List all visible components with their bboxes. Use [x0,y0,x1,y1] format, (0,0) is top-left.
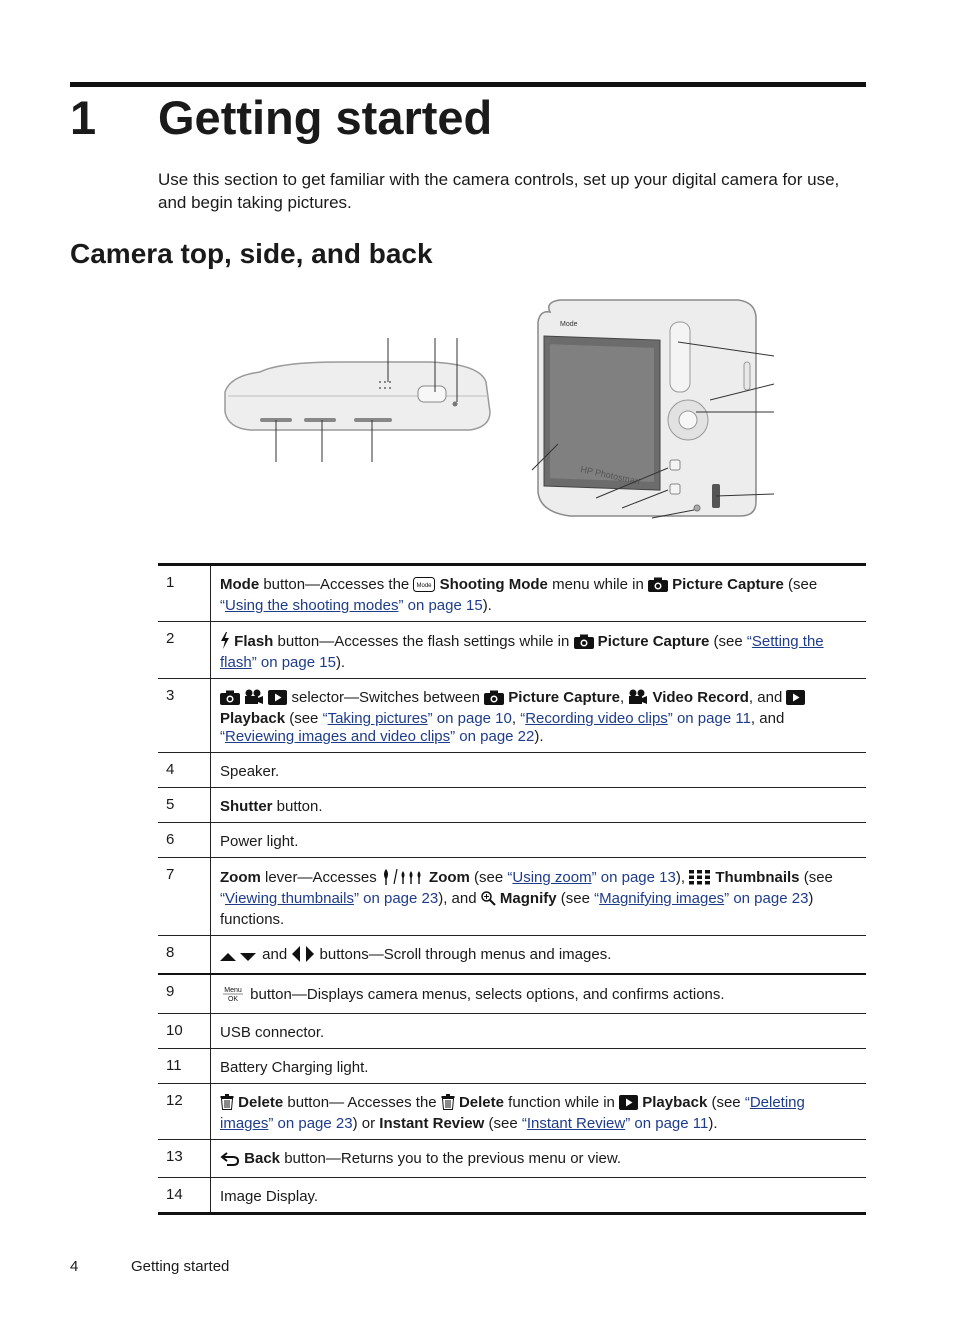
row-number: 12 [158,1084,211,1140]
text-run: button. [272,798,323,815]
link-wrapper[interactable] [225,597,398,614]
text-run: (see [799,869,833,886]
link-text[interactable]: “ [744,1094,750,1111]
link-text[interactable]: ” on page 23 [724,890,809,907]
svg-text:OK: OK [227,996,239,1002]
cross-reference-link[interactable]: Setting the flash [220,633,824,671]
row-number: 7 [158,858,211,936]
camera-icon [484,690,504,710]
text-run: , [511,710,521,727]
footer-page-number: 4 [70,1258,79,1275]
row-number: 9 [158,974,211,1014]
table-row [158,1049,866,1084]
text-run: (see [285,710,323,727]
text-run: , [619,689,629,706]
link-text[interactable]: “ [594,890,600,907]
menu-ok-icon [220,985,246,1007]
link-text[interactable]: ” on page 22 [450,728,535,745]
bold-term: Picture Capture [667,576,784,593]
svg-text:Menu: Menu [224,987,242,994]
playback-icon [268,690,287,710]
bold-term: Mode [220,576,260,593]
link-text[interactable]: “ [520,710,526,727]
bold-term: Delete [454,1094,504,1111]
row-description [211,858,867,936]
table-row [158,936,866,975]
link-text[interactable]: ” on page 11 [625,1115,709,1132]
table-row [158,858,866,936]
text-run: , and [750,710,785,727]
row-description [211,1140,867,1178]
footer-chapter-name: Getting started [131,1258,230,1275]
link-text[interactable]: “ [746,633,752,650]
text-run: ). [335,654,346,671]
text-run: ). [708,1115,718,1132]
text-run: and [258,946,292,963]
cross-reference-link[interactable]: Deleting images [220,1094,805,1132]
playback-icon [786,690,805,710]
text-run: Image Display. [220,1188,319,1205]
bold-term: Zoom [220,869,261,886]
row-description [211,936,867,975]
text-run: (see [469,869,508,886]
link-text[interactable]: “ [220,597,225,614]
table-row [158,679,866,753]
row-number: 14 [158,1178,211,1214]
bold-term: Thumbnails [711,869,800,886]
text-run: buttons—Scroll through menus and images. [315,946,612,963]
link-text[interactable]: “ [507,869,513,886]
row-number: 11 [158,1049,211,1084]
playback-icon [619,1095,638,1115]
row-number: 4 [158,753,211,788]
link-text[interactable]: “ [220,890,225,907]
camera-back-view [532,300,774,518]
text-run: button—Displays camera menus, selects options, and confirms actions. [246,986,725,1003]
text-run: function while in [504,1094,620,1111]
text-run: menu while in [547,576,648,593]
mode-label: Mode [560,321,578,328]
link-text[interactable]: “ [521,1115,527,1132]
bold-term: Video Record [648,689,749,706]
row-description [211,1084,867,1140]
row-description [211,1049,867,1084]
link-wrapper[interactable] [599,890,724,907]
table-row [158,1014,866,1049]
bold-term: Playback [220,710,286,727]
text-run: ). [482,597,492,614]
section-heading: Camera top, side, and back [70,238,433,269]
link-wrapper[interactable] [527,1115,625,1132]
link-wrapper[interactable] [512,869,591,886]
row-number: 2 [158,622,211,679]
row-number: 10 [158,1014,211,1049]
bold-term: Back [240,1150,281,1167]
left-right-arrows-icon [291,946,315,967]
up-down-arrows-icon [220,949,258,967]
table-row [158,788,866,823]
row-number: 3 [158,679,211,753]
link-text[interactable]: ” on page 13 [591,869,676,886]
link-text[interactable]: ” on page 15 [398,597,483,614]
thumbnails-icon [689,870,711,890]
flash-icon [220,632,230,654]
text-run: Battery Charging light. [220,1059,369,1076]
bold-term: Flash [230,633,274,650]
cross-reference-link[interactable]: Using zoom [512,869,592,886]
camera-icon [648,577,668,597]
text-run: button—Accesses the [259,576,414,593]
row-number: 6 [158,823,211,858]
bold-term: Magnify [495,890,557,907]
link-text[interactable]: ” on page 23 [353,890,439,907]
text-run: button— Accesses the [283,1094,441,1111]
text-run: ), and [438,890,481,907]
delete-icon [441,1094,455,1115]
cross-reference-link[interactable]: Recording video clips [525,710,668,727]
link-wrapper[interactable] [525,710,668,727]
table-row [158,565,866,622]
table-row [158,1084,866,1140]
row-number: 5 [158,788,211,823]
table-row [158,1178,866,1214]
bold-term: Picture Capture [504,689,620,706]
row-description [211,1014,867,1049]
text-run: (see [783,576,818,593]
link-text[interactable]: “ [220,728,225,745]
bold-term: Picture Capture [593,633,710,650]
text-run: selector—Switches between [287,689,485,706]
camera-icon [220,690,240,710]
chapter-title: Getting started [158,91,493,144]
table-row [158,1140,866,1178]
text-run: button—Accesses the flash settings while in [273,633,574,650]
text-run: (see [709,633,747,650]
text-run: , and [748,689,787,706]
row-number: 8 [158,936,211,975]
mode-icon [413,577,435,597]
text-run: lever—Accesses [260,869,381,886]
bold-term: Delete [234,1094,284,1111]
link-wrapper[interactable] [225,890,354,907]
text-run: Speaker. [220,763,280,780]
row-description [211,823,867,858]
bold-term: Zoom [424,869,470,886]
table-row [158,823,866,858]
text-run: ) or [352,1115,380,1132]
link-text[interactable]: “ [322,710,328,727]
text-run: ), [675,869,690,886]
video-icon [244,689,264,710]
table-row [158,622,866,679]
video-icon [628,689,648,710]
bold-term: Playback [638,1094,708,1111]
text-run: (see [484,1115,522,1132]
row-description [211,622,867,679]
text-run: (see [707,1094,745,1111]
top-rule [70,82,866,87]
link-wrapper[interactable] [225,728,450,745]
chapter-number: 1 [70,91,97,144]
bold-term: Shooting Mode [435,576,548,593]
table-row [158,753,866,788]
text-run: Power light. [220,833,299,850]
row-description [211,974,867,1014]
row-description [211,565,867,622]
cross-reference-link[interactable]: Using the shooting modes [225,597,399,614]
text-run: button—Returns you to the previous menu or view. [280,1150,622,1167]
text-run: (see [556,890,595,907]
link-text[interactable]: ” on page 23 [268,1115,353,1132]
back-icon [220,1151,240,1171]
link-text[interactable]: ” on page 15 [251,654,336,671]
zoom-icon [381,868,425,890]
cross-reference-link[interactable]: Magnifying images [599,890,725,907]
row-description [211,1178,867,1214]
svg-text:Mode: Mode [416,583,432,589]
bold-term: Shutter [220,798,273,815]
link-text[interactable]: ” on page 10 [427,710,512,727]
cross-reference-link[interactable]: Taking pictures [327,710,428,727]
text-run: ). [534,728,544,745]
row-number: 1 [158,565,211,622]
brand-label: HP Photosmart [579,464,642,487]
intro-paragraph: Use this section to get familiar with the camera controls, set up your digital camera for use, and begin taking pictures. [158,170,840,212]
camera-icon [574,634,594,654]
row-description [211,788,867,823]
bold-term: Instant Review [379,1115,485,1132]
link-text[interactable]: ” on page 11 [667,710,751,727]
controls-table [158,563,866,1215]
cross-reference-link[interactable]: Viewing thumbnails [225,890,354,907]
text-run: ) functions. [220,890,814,928]
cross-reference-link[interactable]: Reviewing images and video clips [225,728,451,745]
row-description [211,679,867,753]
row-description [211,753,867,788]
cross-reference-link[interactable]: Instant Review [526,1115,626,1132]
table-row [158,974,866,1014]
delete-icon [220,1094,234,1115]
link-wrapper[interactable] [328,710,428,727]
text-run: USB connector. [220,1024,325,1041]
row-number: 13 [158,1140,211,1178]
camera-figure [200,292,800,532]
magnify-icon [481,891,496,911]
camera-side-view [225,338,490,462]
